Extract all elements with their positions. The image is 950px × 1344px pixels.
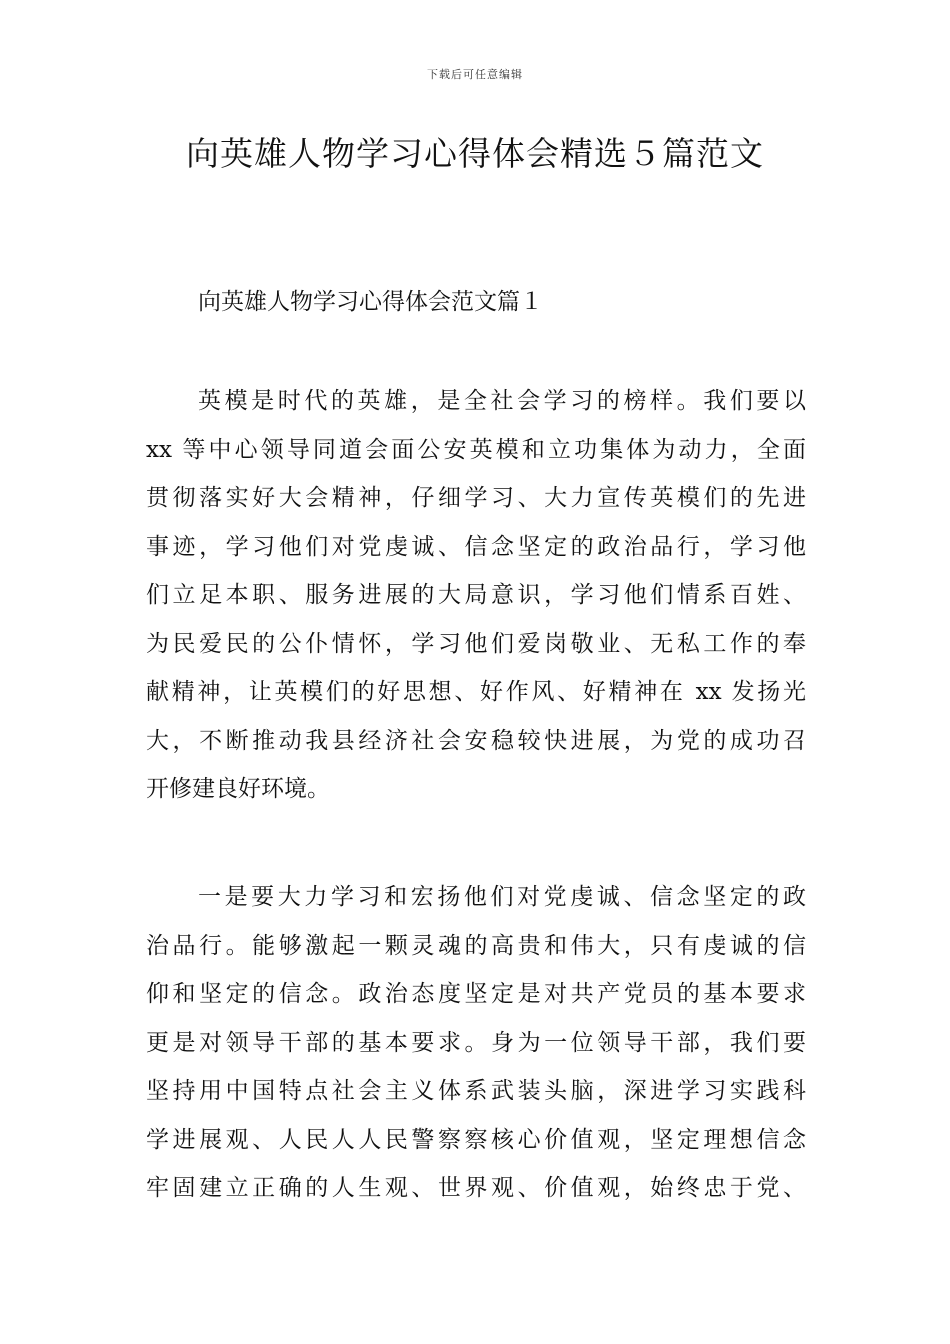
paragraph-line: 大，不断推动我县经济社会安稳较快进展，为党的成功召 bbox=[146, 727, 806, 754]
paragraph-line: 牢固建立正确的人生观、世界观、价值观，始终忠于党、 bbox=[146, 1175, 806, 1201]
paragraph-line: 治品行。能够激起一颗灵魂的高贵和伟大，只有虔诚的信 bbox=[146, 932, 806, 959]
paragraph-1 bbox=[146, 377, 806, 814]
paragraph-2 bbox=[146, 873, 806, 1213]
paragraph-line: 贯彻落实好大会精神，仔细学习、大力宣传英模们的先进 bbox=[146, 485, 806, 511]
section-heading: 向英雄人物学习心得体会范文篇１ bbox=[198, 289, 543, 315]
paragraph-line: 英模是时代的英雄，是全社会学习的榜样。我们要以 bbox=[198, 388, 806, 414]
paragraph-line: 献精神，让英模们的好思想、好作风、好精神在 xx 发扬光 bbox=[146, 679, 806, 705]
paragraph-line: 一是要大力学习和宏扬他们对党虔诚、信念坚定的政 bbox=[198, 884, 806, 910]
paragraph-line: xx 等中心领导同道会面公安英模和立功集体为动力，全面 bbox=[146, 436, 806, 463]
paragraph-line: 仰和坚定的信念。政治态度坚定是对共产党员的基本要求 bbox=[146, 981, 806, 1007]
paragraph-line: 们立足本职、服务进展的大局意识，学习他们情系百姓、 bbox=[146, 582, 806, 608]
paragraph-line: 学进展观、人民人人民警察察核心价值观，坚定理想信念 bbox=[146, 1126, 806, 1153]
paragraph-line: 开修建良好环境。 bbox=[146, 776, 330, 802]
paragraph-line: 为民爱民的公仆情怀，学习他们爱岗敬业、无私工作的奉 bbox=[146, 630, 806, 657]
header-note: 下载后可任意编辑 bbox=[427, 68, 523, 81]
paragraph-line: 事迹，学习他们对党虔诚、信念坚定的政治品行，学习他 bbox=[146, 533, 806, 560]
paragraph-line: 更是对领导干部的基本要求。身为一位领导干部，我们要 bbox=[146, 1029, 806, 1056]
document-title: 向英雄人物学习心得体会精选５篇范文 bbox=[186, 134, 764, 173]
paragraph-line: 坚持用中国特点社会主义体系武装头脑，深进学习实践科 bbox=[146, 1078, 806, 1104]
